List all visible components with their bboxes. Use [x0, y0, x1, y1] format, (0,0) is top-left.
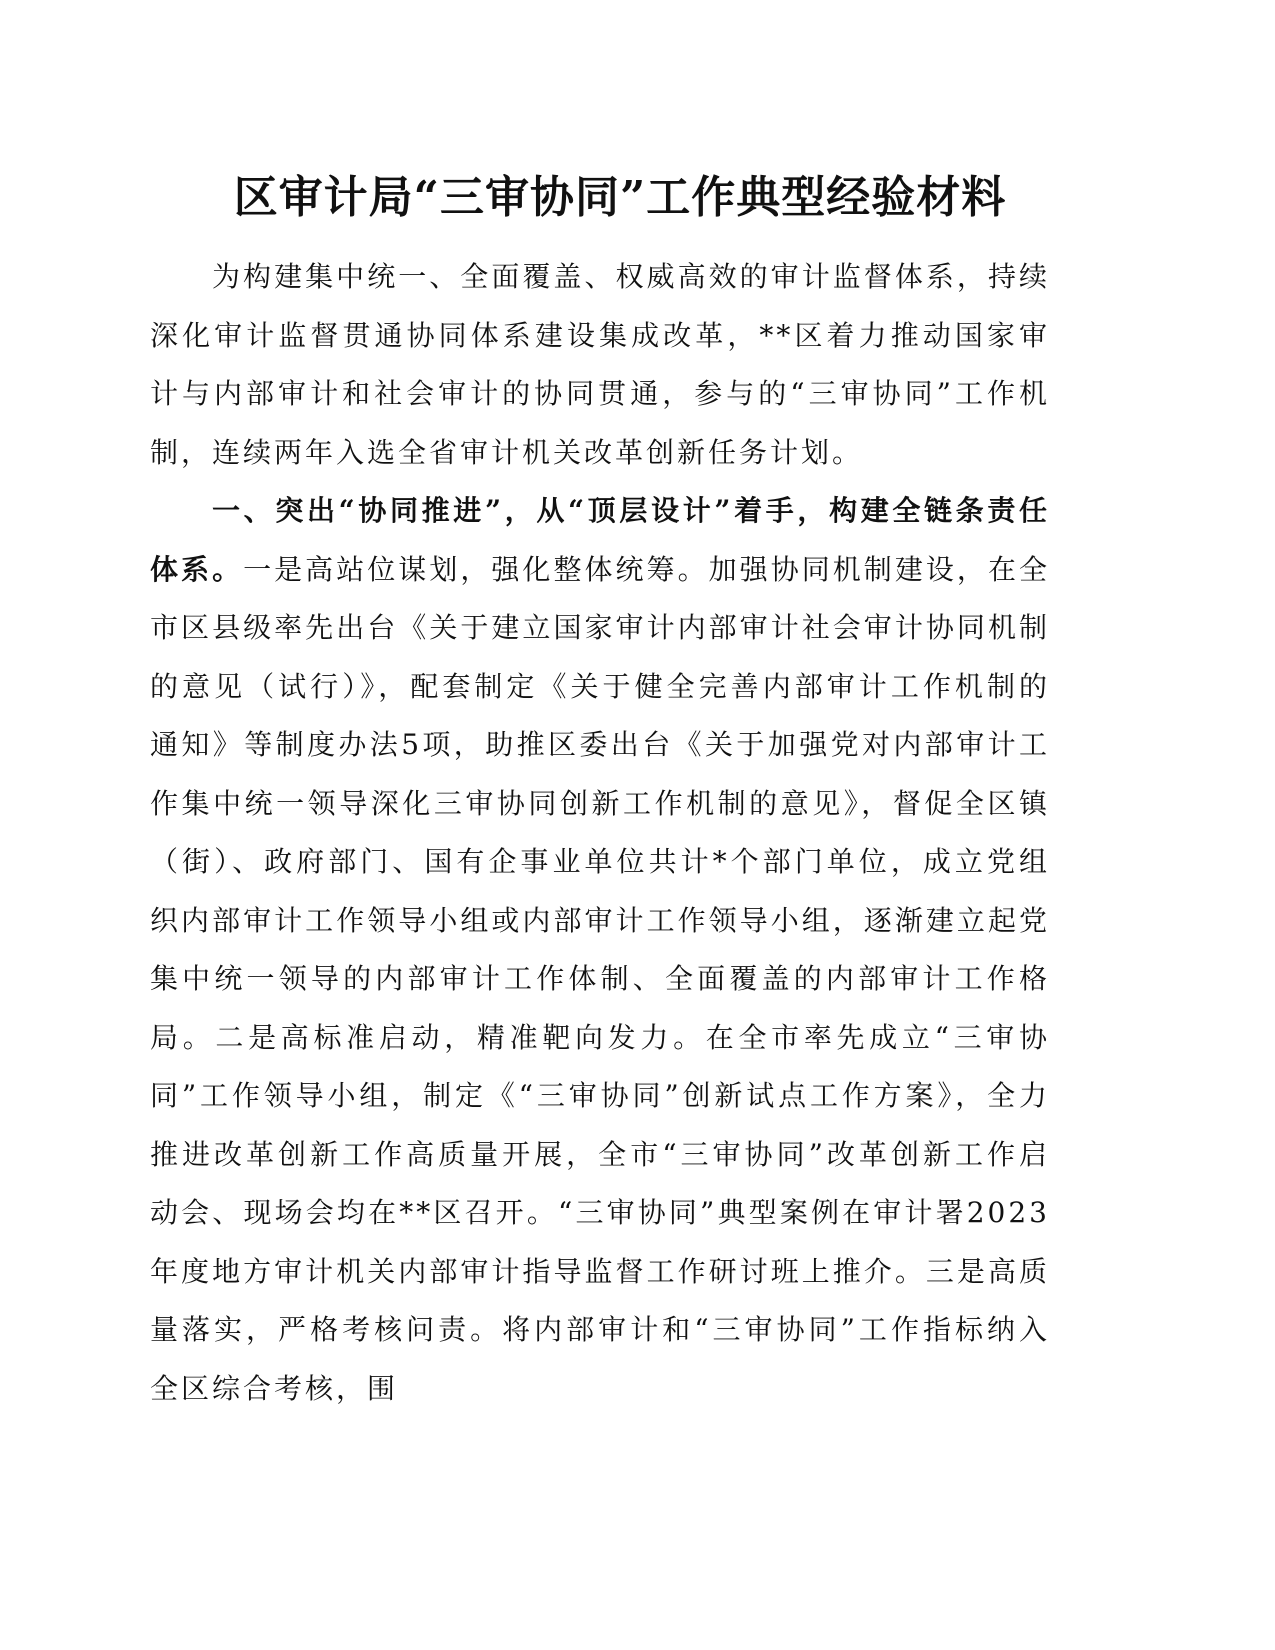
section-one-body: 一是高站位谋划，强化整体统筹。加强协同机制建设，在全市区县级率先出台《关于建立国家审计内部审计社会审计协同机制的意见（试行）》，配套制定《关于健全完善内部审计工作机制的通知》等制度办法5项，助推区委出台《关于加强党对内部审计工作集中统一领导深化三审协同创新工作机制的意见》，督促全区镇（街）、政府部门、国有企事业单位共计*个部门单位，成立党组织内部审计工作领导小组或内部审计工作领导小组，逐渐建立起党集中统一领导的内部审计工作体制、全面覆盖的内部审计工作格局。二是高标准启动，精准靶向发力。在全市率先成立“三审协同”工作领导小组，制定《“三审协同”创新试点工作方案》，全力推进改革创新工作高质量开展，全市“三审协同”改革创新工作启动会、现场会均在**区召开。“三审协同”典型案例在审计署2023年度地方审计机关内部审计指导监督工作研讨班上推介。三是高质量落实，严格考核问责。将内部审计和“三审协同”工作指标纳入全区综合考核，围 — [150, 552, 1050, 1405]
intro-paragraph: 为构建集中统一、全面覆盖、权威高效的审计监督体系，持续深化审计监督贯通协同体系建设集成改革，**区着力推动国家审计与内部审计和社会审计的协同贯通，参与的“三审协同”工作机制，连续两年入选全省审计机关改革创新任务计划。 — [150, 260, 1050, 469]
section-one-heading: 一、突出“协同推进”，从“顶层设计”着手，构建全链条责任体系。 — [150, 494, 1050, 586]
document-title: 区审计局“三审协同”工作典型经验材料 — [233, 172, 1007, 223]
section-one-paragraph — [150, 482, 1050, 1418]
document-body — [150, 248, 1050, 1418]
